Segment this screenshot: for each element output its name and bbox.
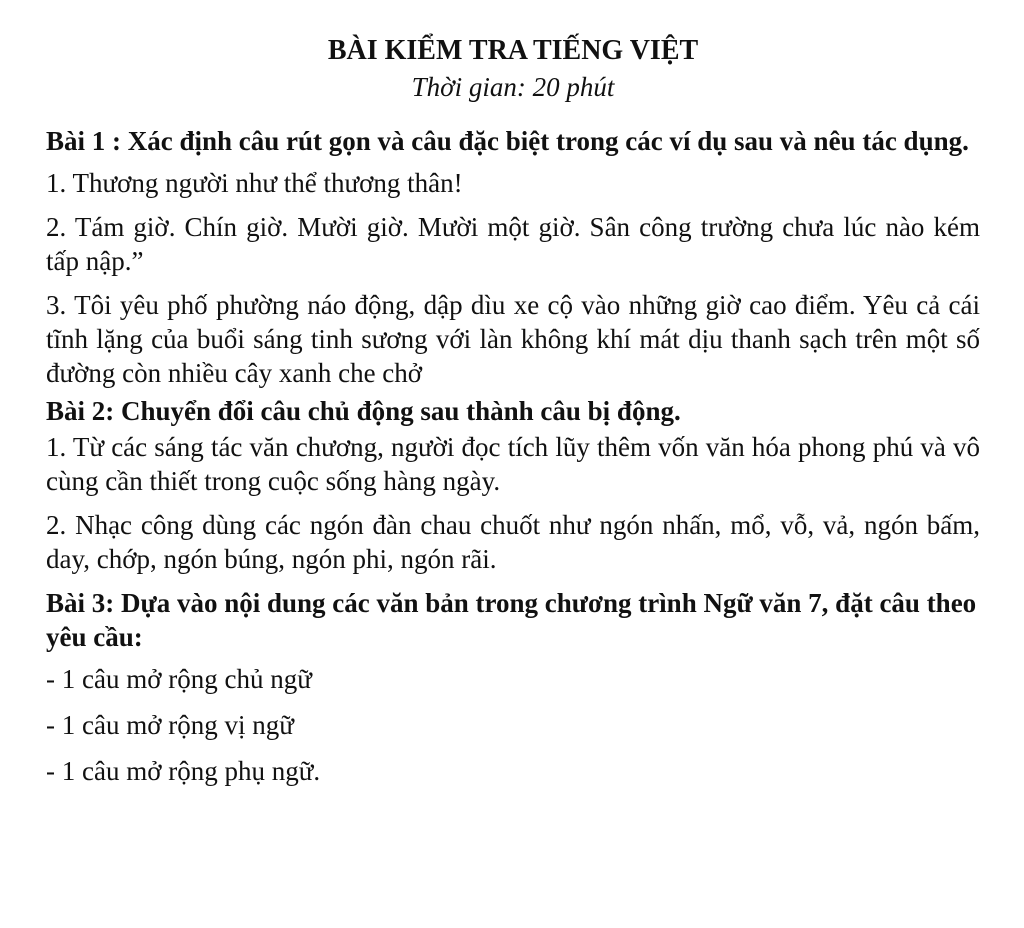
bai-2-heading: Bài 2: Chuyển đổi câu chủ động sau thành câu bị động. <box>46 396 681 426</box>
section-bai-1 <box>46 124 980 390</box>
exam-duration: Thời gian: 20 phút <box>411 72 615 102</box>
bai-1-heading: Bài 1 : Xác định câu rút gọn và câu đặc biệt trong các ví dụ sau và nêu tác dụng. <box>46 126 969 156</box>
bai-3-item-3: - 1 câu mở rộng phụ ngữ. <box>46 756 321 786</box>
bai-1-item-2: 2. Tám giờ. Chín giờ. Mười giờ. Mười một giờ. Sân công trường chưa lúc nào kém tấp nập.” <box>46 212 980 276</box>
bai-3-item-1: - 1 câu mở rộng chủ ngữ <box>46 664 312 694</box>
bai-3-item-2: - 1 câu mở rộng vị ngữ <box>46 710 294 740</box>
section-bai-2 <box>46 394 980 576</box>
section-bai-3 <box>46 586 980 788</box>
bai-3-heading: Bài 3: Dựa vào nội dung các văn bản trong chương trình Ngữ văn 7, đặt câu theo yêu cầu: <box>46 588 977 652</box>
bai-2-item-1: 1. Từ các sáng tác văn chương, người đọc tích lũy thêm vốn văn hóa phong phú và vô cùng cần thiết trong cuộc sống hàng ngày. <box>46 432 980 496</box>
exam-title: BÀI KIỂM TRA TIẾNG VIỆT <box>327 35 699 66</box>
bai-2-item-2: 2. Nhạc công dùng các ngón đàn chau chuốt như ngón nhấn, mổ, vỗ, vả, ngón bấm, day, chớp, ngón búng, ngón phi, ngón rãi. <box>46 510 980 574</box>
bai-1-item-1: 1. Thương người như thể thương thân! <box>46 168 463 198</box>
bai-1-item-3: 3. Tôi yêu phố phường náo động, dập dìu xe cộ vào những giờ cao điểm. Yêu cả cái tĩnh lặng của buổi sáng tinh sương với làn không khí mát dịu thanh sạch trên một số đường còn nhiều cây xanh che chở <box>46 290 980 388</box>
exam-header <box>46 32 980 104</box>
